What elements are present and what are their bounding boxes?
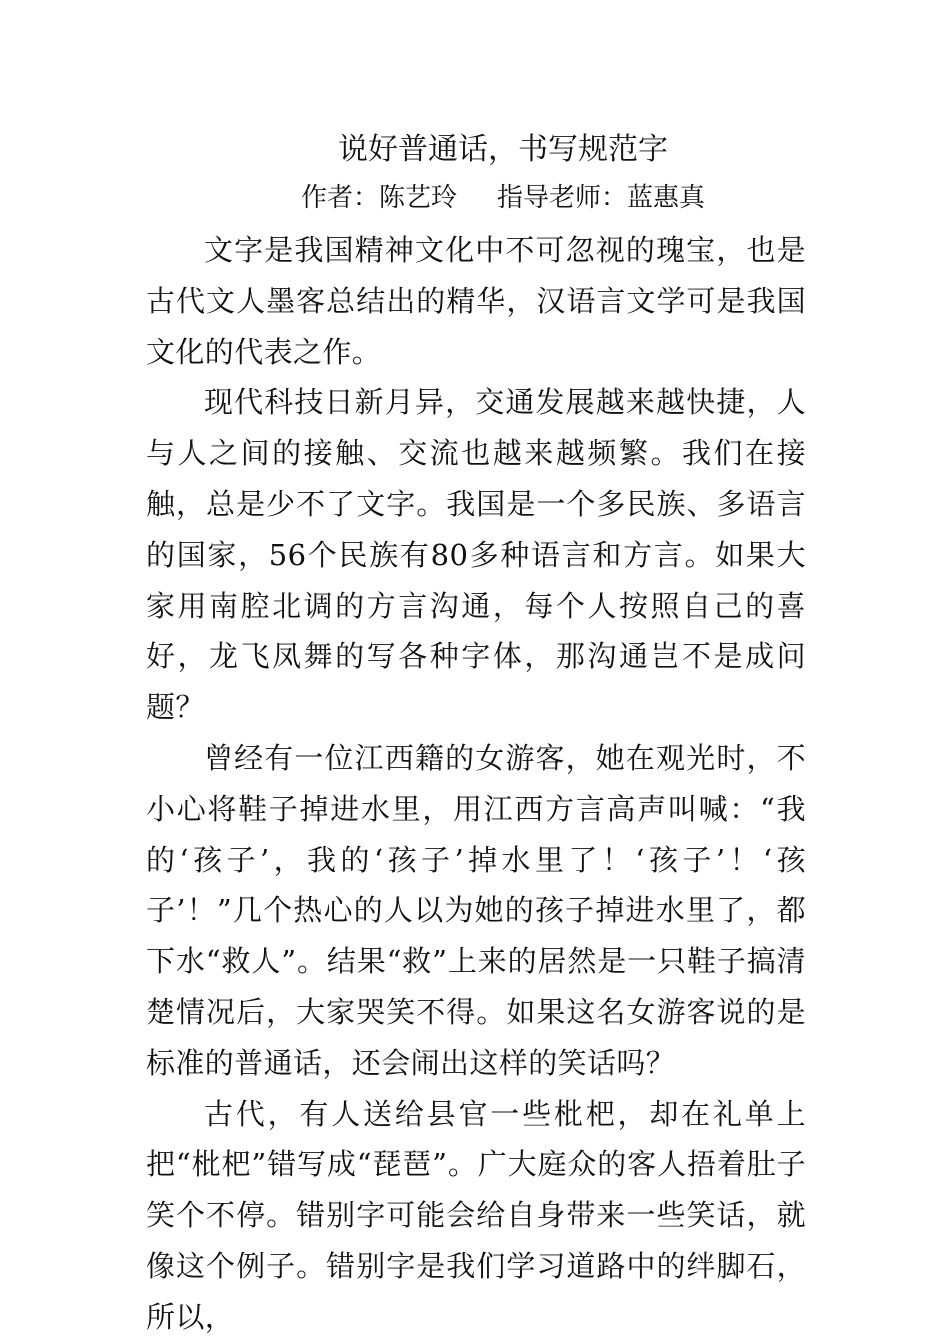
paragraph-1: 文字是我国精神文化中不可忽视的瑰宝，也是古代文人墨客总结出的精华，汉语言文学可是我国文化的代表之作。 xyxy=(146,233,806,369)
document-body xyxy=(146,225,806,1343)
byline xyxy=(0,178,950,218)
teacher-credit: 指导老师：蓝惠真 xyxy=(497,183,706,213)
paragraph-2: 现代科技日新月异，交通发展越来越快捷，人与人之间的接触、交流也越来越频繁。我们在接触，总是少不了文字。我国是一个多民族、多语言的国家，56个民族有80多种语言和方言。如果大家用南腔北调的方言沟通，每个人按照自己的喜好，龙飞凤舞的写各种字体，那沟通岂不是成问题？ xyxy=(146,385,806,725)
paragraph-3: 曾经有一位江西籍的女游客，她在观光时，不小心将鞋子掉进水里，用江西方言高声叫喊：“我的‘孩子’，我的‘孩子’掉水里了！‘孩子’！‘孩子’！”几个热心的人以为她的孩子掉进水里了，都下水“救人”。结果“救”上来的居然是一只鞋子搞清楚情况后，大家哭笑不得。如果这名女游客说的是标准的普通话，还会闹出这样的笑话吗？ xyxy=(146,740,806,1080)
paragraph-4: 古代，有人送给县官一些枇杷，却在礼单上把“枇杷”错写成“琵琶”。广大庭众的客人捂着肚子笑个不停。错别字可能会给自身带来一些笑话，就像这个例子。错别字是我们学习道路中的绊脚石，所以， xyxy=(146,1096,806,1334)
author-credit: 作者：陈艺玲 xyxy=(300,183,457,213)
document-title: 说好普通话，书写规范字 xyxy=(338,132,668,167)
